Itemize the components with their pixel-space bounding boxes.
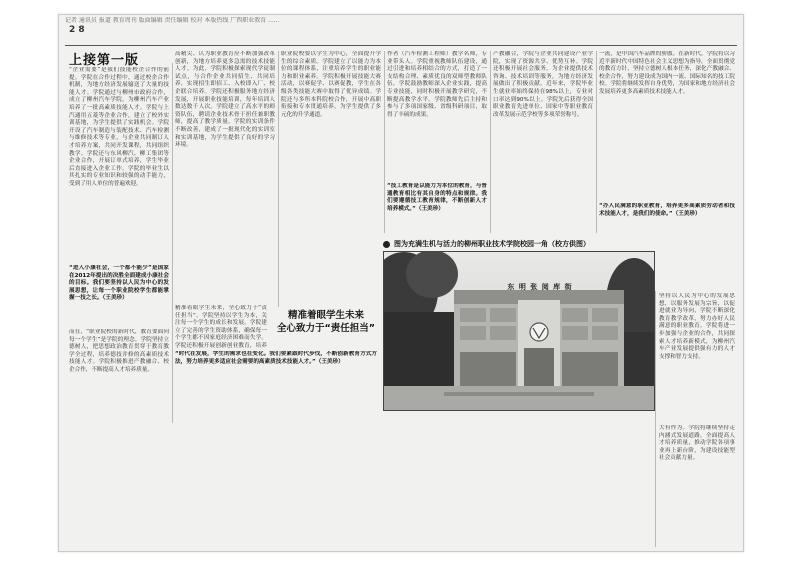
column-divider [655, 291, 656, 547]
article-text: 大有作为。学院将继续坚持走内涵式发展道路，全面提高人才培养质量，推动学院各项事业再上新台阶，为建设技能型社会贡献力量。 [659, 425, 735, 462]
article-column-4 [387, 51, 487, 181]
sub-headline [271, 309, 381, 335]
article-text: 作者（汽车检测工程师）教学名师，专业带头人。学院重视教师队伍建设，通过引进和培养相结合的方式，打造了一支结构合理、素质优良的双师型教师队伍。学院鼓励教师深入企业实践，提高专业技能，同时积极开展教学研究，不断提高教学水平。学院教师先后主持和参与了多项国家级、省级科研项目，取得了丰硕的成果。 [387, 51, 487, 118]
article-text: 产教融合，学院与企业共同建设产业学院，实现了资源共享、优势互补。学院还积极开展社会服务，为企业提供技术咨询、技术培训等服务，为地方经济发展做出了积极贡献。近年来，学院毕业生就业率始终保持在98%以上，专业对口率达到90%以上。学院先后获得全国职业教育先进单位、国家中等职业教育改革发展示范学校等多项荣誉称号。 [493, 51, 593, 118]
sub-headline-line-2: 全心致力于“责任担当” [277, 323, 375, 334]
article-quote-2 [175, 351, 377, 421]
sub-headline-line-1: 精准着眼学生未来 [287, 310, 364, 321]
page-number: 2 8 [69, 25, 85, 35]
campus-photo-illustration [384, 252, 654, 410]
article-column-1b [69, 329, 169, 419]
quote-text: “时代在发展，学生的需求也在变化。我们要紧跟时代步伐，不断创新教育方式方法，努力培养更多适应社会需要的高素质技术技能人才。”（王美珍） [175, 351, 377, 365]
article-text: 精准着眼学生未来，全心致力于“责任担当”。学院坚持以学生为本，关注每一个学生的成长和发展。学院建立了完善的学生资助体系，确保每一个学生都不因家庭经济困难而失学。学院还积极开展创新创业教育，培养 [175, 305, 267, 349]
photo-caption-text: 图为充满生机与活力的柳州职业技术学院校园一角（校方供图） [394, 240, 590, 248]
article-column-1 [69, 67, 169, 263]
header-rule [65, 45, 737, 46]
section-title: 上接第一版 [69, 53, 140, 68]
article-text: “企业需要”是我们技能校企合作的前提。学院在合作过程中，通过校企合作机制，为地方经济发展输送了大量的技能人才。学院通过与柳州市政府合作，成立了柳州汽车学院，为柳州汽车产业培养了一批高素质技能人才。学院与上汽通用五菱等企业合作，建立了校外实训基地，为学生提供了实践机会。学院开设了汽车制造与装配技术、汽车检测与维修技术等专业，与企业共同制订人才培养方案，共同开发课程，共同组织教学。学院还与东风柳汽、柳工集团等企业合作，开展订单式培养，学生毕业后直接进入企业工作。学院的毕业生以其扎实的专业知识和较强的动手能力，受到了用人单位的普遍欢迎。 [69, 67, 169, 187]
column-divider [384, 51, 385, 233]
article-column-5 [493, 51, 593, 233]
article-column-6 [599, 51, 735, 201]
photo-caption [383, 237, 663, 251]
article-column-6b [659, 293, 735, 423]
article-column-2b [175, 305, 267, 349]
article-text: 高精尖、认为职业教育应不断加强改革创新，为地方培养更多急需的技术技能人才。为此，学院积极探索现代学徒制试点，与合作企业共同招生、共同培养，实现招生即招工、入校即入厂、校企联合培养。学院还积极服务地方经济发展，开展职业技能培训，每年培训人数达数千人次。学院建立了高水平的师资队伍，聘请企业技术骨干担任兼职教师，提高了教学质量。学院的实训条件不断改善，建成了一批现代化的实训室和实训基地，为学生提供了良好的学习环境。 [175, 51, 275, 149]
newspaper-page [58, 14, 744, 552]
article-text: 坚持以人民为中心的发展思想，以服务发展为宗旨，以促进就业为导向，学院不断深化教育教学改革，努力办好人民满意的职业教育。学院将进一步加强与企业的合作，共同探索人才培养新模式，为柳州汽车产业发展提供强有力的人才支撑和智力支持。 [659, 293, 735, 360]
building-sign: 东 明 张 阅 库 街 [507, 283, 573, 291]
article-quote-1 [69, 265, 169, 325]
quote-text: “技工教育是以能力为本位的教育，与普通教育相比有其自身的特点和规律。我们要遵循技工教育规律，不断创新人才培养模式。”（王美珍） [387, 183, 487, 212]
quote-text: “进入小康社会，一个都不能少”是国家在2012年提出的决胜全面建成小康社会的目标。我们要坚持以人民为中心的发展思想，让每一个职业院校学生都能掌握一技之长。（王美珍） [69, 265, 169, 302]
article-text: 一流，是中国汽车品牌的骄傲。在新时代，学院将以习近平新时代中国特色社会主义思想为指导，全面贯彻党的教育方针，坚持立德树人根本任务，深化产教融合、校企合作，努力建设成为国内一流、国际知名的技工院校。学院将继续发挥自身优势，为国家和地方经济社会发展培养更多高素质技术技能人才。 [599, 51, 735, 95]
quote-text: “办人民满意的职业教育，培养更多高素质劳动者和技术技能人才，是我们的使命。”（王美珍） [599, 203, 735, 217]
article-text: 职业院校要以学生为中心，全面提升学生的综合素质。学院建立了以能力为本位的课程体系，注重培养学生的职业能力和职业素养。学院积极开展技能大赛活动，以赛促学、以赛促教，学生在各级各类技能大赛中取得了优异成绩。学院还与多所本科院校合作，开展中高职衔接和专本贯通培养，为学生提供了多元化的升学通道。 [281, 51, 381, 118]
caption-bullet-icon [383, 241, 390, 248]
top-strip: 记者 通讯员 报道 教育周刊 版面编辑 责任编辑 校对 本版热线 广西职业教育 ...... [65, 17, 280, 24]
column-divider [490, 51, 491, 233]
column-divider [172, 63, 173, 423]
article-column-3 [281, 51, 381, 303]
article-quote-4 [387, 183, 487, 233]
article-text: 而在，“职业院校的新时代，教育要面向每一个学生”是学院的理念。学院坚持立德树人，把思想政治教育贯穿于教育教学全过程，培养德技并修的高素质技术技能人才。学院积极推进产教融合、校企合作，不断提高人才培养质量。 [69, 329, 169, 373]
article-column-2 [175, 51, 275, 301]
column-divider [278, 51, 279, 307]
campus-photo [383, 251, 655, 411]
column-divider [596, 51, 597, 233]
article-column-6c [659, 425, 735, 545]
